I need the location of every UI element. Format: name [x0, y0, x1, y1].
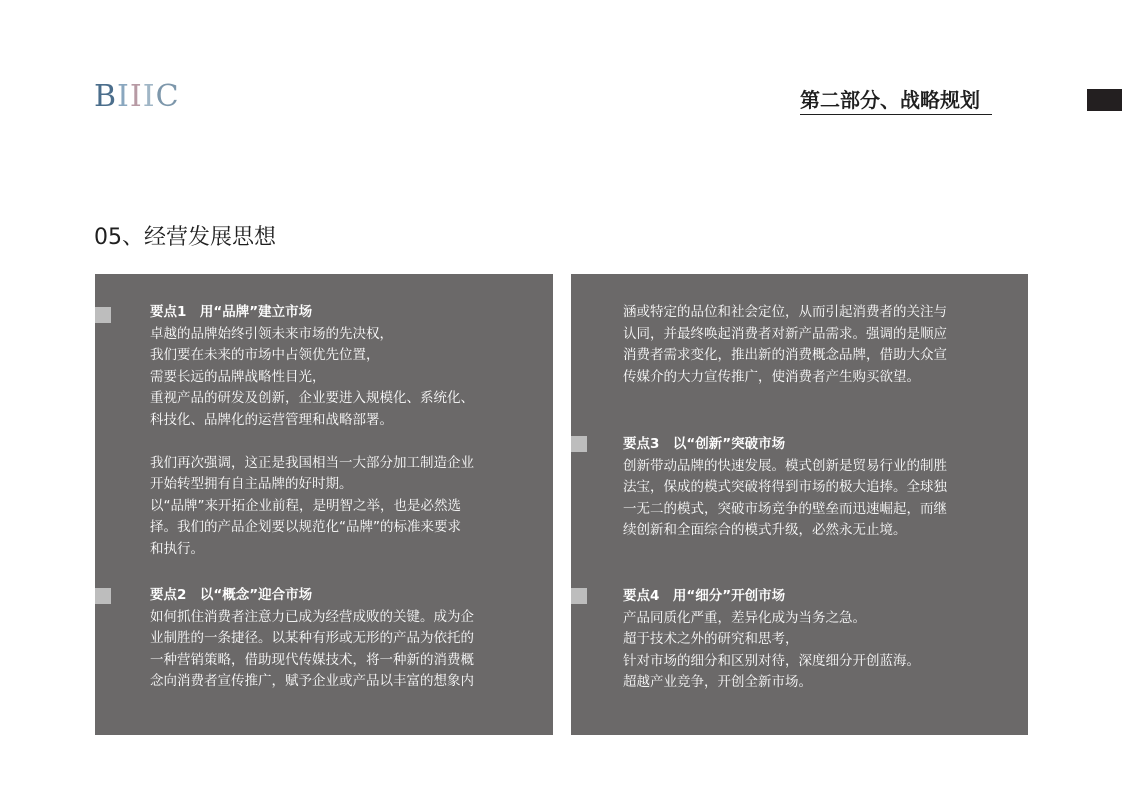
text-line: 我们再次强调，这正是我国相当一大部分加工制造企业 [150, 454, 474, 471]
text-line: 一无二的模式，突破市场竞争的壁垒而迅速崛起，而继 [623, 500, 947, 517]
text-line: 择。我们的产品企划要以规范化“品牌”的标准来要求 [150, 519, 461, 535]
text-line: 卓越的品牌始终引领未来市场的先决权， [150, 325, 393, 342]
point-3 [623, 434, 947, 542]
text-line: 传媒介的大力宣传推广，使消费者产生购买欲望。 [623, 368, 920, 385]
bullet-square [95, 588, 111, 604]
text-line: 科技化、品牌化的运营管理和战略部署。 [150, 411, 393, 428]
point-1-heading: 要点1 用“品牌”建立市场 [150, 304, 313, 320]
point-1 [150, 302, 474, 560]
logo-letter: C [155, 79, 180, 114]
corner-block [1087, 89, 1122, 111]
text-line: 如何抓住消费者注意力已成为经营成败的关键。成为企 [150, 608, 474, 625]
point-4-heading: 要点4 用“细分”开创市场 [623, 588, 786, 604]
text-line: 创新带动品牌的快速发展。模式创新是贸易行业的制胜 [623, 457, 947, 474]
left-panel [95, 274, 553, 735]
text-line: 产品同质化严重，差异化成为当务之急。 [623, 609, 866, 626]
text-line: 和执行。 [150, 540, 204, 557]
point-2-continued [623, 302, 947, 388]
text-line: 需要长远的品牌战略性目光， [150, 368, 326, 385]
bullet-square [95, 307, 111, 323]
section-title: 第二部分、战略规划 [800, 86, 992, 115]
logo-letter: I [142, 79, 156, 114]
bullet-square [571, 436, 587, 452]
text-line: 认同，并最终唤起消费者对新产品需求。强调的是顺应 [623, 325, 947, 342]
text-line: 针对市场的细分和区别对待，深度细分开创蓝海。 [623, 652, 920, 669]
text-line: 念向消费者宣传推广，赋予企业或产品以丰富的想象内 [150, 673, 474, 689]
point-2 [150, 585, 474, 693]
text-line: 开始转型拥有自主品牌的好时期。 [150, 476, 353, 492]
bullet-square [571, 588, 587, 604]
point-4 [623, 586, 920, 694]
point-3-heading: 要点3 以“创新”突破市场 [623, 436, 786, 452]
page-title: 05、经营发展思想 [94, 225, 276, 250]
point-2-heading: 要点2 以“概念”迎合市场 [150, 587, 313, 603]
text-line: 超越产业竞争，开创全新市场。 [623, 674, 812, 690]
text-line: 超于技术之外的研究和思考， [623, 631, 799, 647]
text-line: 我们要在未来的市场中占领优先位置， [150, 347, 380, 363]
logo-letter: B [94, 79, 118, 114]
text-line: 续创新和全面综合的模式升级，必然永无止境。 [623, 522, 907, 538]
text-line: 以“品牌”来开拓企业前程，是明智之举，也是必然选 [150, 497, 461, 514]
logo-letter: I [129, 79, 143, 114]
text-line: 消费者需求变化，推出新的消费概念品牌，借助大众宣 [623, 347, 947, 363]
text-line: 重视产品的研发及创新，企业要进入规模化、系统化、 [150, 390, 474, 406]
text-line: 一种营销策略，借助现代传媒技术，将一种新的消费概 [150, 651, 474, 668]
text-line: 涵或特定的品位和社会定位，从而引起消费者的关注与 [623, 304, 947, 320]
logo [94, 80, 180, 114]
text-line: 法宝，保成的模式突破将得到市场的极大追捧。全球独 [623, 479, 947, 495]
text-line: 业制胜的一条捷径。以某种有形或无形的产品为依托的 [150, 630, 474, 646]
right-panel [571, 274, 1028, 735]
logo-letter: I [117, 79, 130, 114]
